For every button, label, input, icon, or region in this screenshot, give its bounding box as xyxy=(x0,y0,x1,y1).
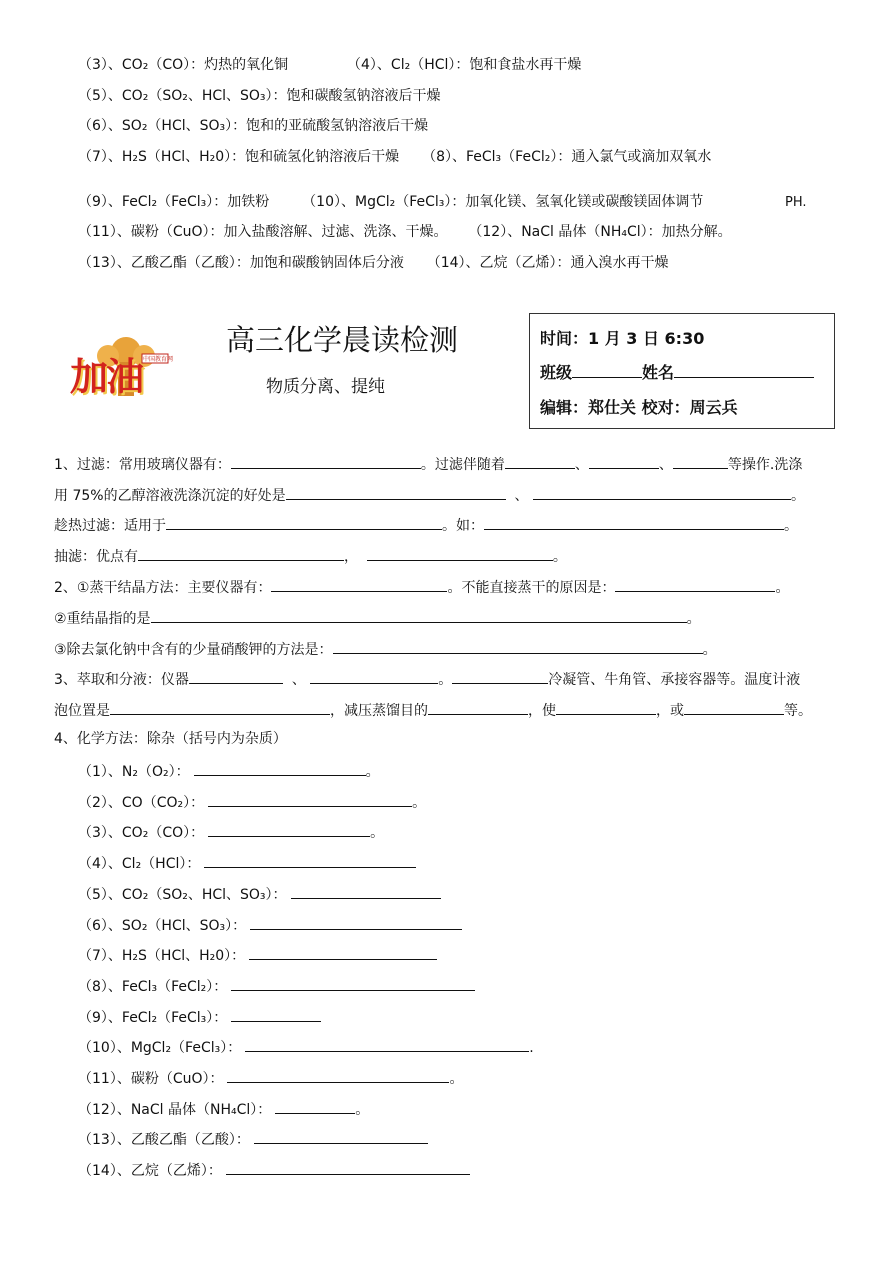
q4-item-label: （9）、FeCl₂（FeCl₃）： xyxy=(78,1009,228,1026)
q4-item-label: （7）、H₂S（HCl、H₂0）： xyxy=(78,948,246,965)
q3-text: ，减压蒸馏目的 xyxy=(330,703,428,719)
q4-item-label: （8）、FeCl₃（FeCl₂）： xyxy=(78,978,228,995)
page-title: 高三化学晨读检测 xyxy=(226,323,459,357)
name-label: 姓名 xyxy=(642,363,675,382)
q4-item-blank[interactable] xyxy=(226,1160,470,1175)
q1-text: 1、过滤：常用玻璃仪器有： xyxy=(54,457,231,473)
q2-text: 2、①蒸干结晶方法：主要仪器有： xyxy=(54,580,272,596)
q3-text: 3、萃取和分液：仪器 xyxy=(54,672,189,688)
q4-item-end: 。 xyxy=(412,794,427,811)
q4-item-blank[interactable] xyxy=(194,761,366,776)
q3-line-2 xyxy=(54,700,812,720)
blank[interactable] xyxy=(231,454,421,469)
blank[interactable] xyxy=(428,700,528,715)
q1-line-3 xyxy=(54,515,798,535)
q4-item-blank[interactable] xyxy=(227,1068,449,1083)
blank[interactable] xyxy=(138,546,344,561)
q1-text: ， xyxy=(344,549,358,565)
q1-text: 。如： xyxy=(442,518,484,534)
q1-text: 。 xyxy=(790,488,805,504)
q4-item-blank[interactable] xyxy=(250,915,462,930)
q2-line-1 xyxy=(54,577,789,597)
q3-text: 、 xyxy=(291,672,306,688)
q1-text: 。过滤伴随着 xyxy=(420,457,505,473)
answer-9: （9）、FeCl₂（FeCl₃）：加铁粉 xyxy=(78,194,270,210)
q4-item-end: 。 xyxy=(365,764,380,780)
q4-item-blank[interactable] xyxy=(208,792,412,807)
q4-item-blank[interactable] xyxy=(291,884,441,899)
editor-info: 编辑：郑仕关 校对：周云兵 xyxy=(540,398,738,417)
class-label: 班级 xyxy=(540,363,573,382)
q4-heading: 4、化学方法：除杂（括号内为杂质） xyxy=(54,731,287,747)
answer-8: （8）、FeCl₃（FeCl₂）：通入氯气或滴加双氧水 xyxy=(422,149,712,165)
q1-text: 用 75%的乙醇溶液洗涤沉淀的好处是 xyxy=(54,488,286,504)
logo-small-text: 中国教育网 xyxy=(143,356,174,363)
q1-text: 抽滤：优点有 xyxy=(54,549,138,565)
q4-item-blank[interactable] xyxy=(208,822,370,837)
q4-item-blank[interactable] xyxy=(245,1037,529,1052)
q1-text: 趁热过滤：适用于 xyxy=(54,518,166,534)
answer-10: （10）、MgCl₂（FeCl₃）：加氧化镁、氢氧化镁或碳酸镁固体调节 xyxy=(302,194,704,210)
q2-text: ②重结晶指的是 xyxy=(54,611,151,627)
q1-text: 等操作.洗涤 xyxy=(727,457,803,473)
answer-14: （14）、乙烷（乙烯）：通入溴水再干燥 xyxy=(426,255,669,271)
answer-11: （11）、碳粉（CuO）：加入盐酸溶解、过滤、洗涤、干燥。 xyxy=(78,224,448,240)
q4-item-label: （11）、碳粉（CuO）： xyxy=(78,1071,224,1087)
q4-item xyxy=(78,1068,463,1088)
q3-text: ，或 xyxy=(656,703,684,719)
logo xyxy=(68,334,188,400)
q4-item xyxy=(78,915,462,935)
name-blank[interactable] xyxy=(674,363,814,378)
answer-line-7 xyxy=(78,254,669,272)
q1-text: 、 xyxy=(514,488,529,504)
q4-item-label: （12）、NaCl 晶体（NH₄Cl）： xyxy=(78,1101,272,1118)
q1-text: 、 xyxy=(658,457,673,473)
q2-text: 。 xyxy=(686,611,701,627)
q4-item-blank[interactable] xyxy=(231,1007,321,1022)
blank[interactable] xyxy=(533,485,791,500)
q4-item-label: （10）、MgCl₂（FeCl₃）： xyxy=(78,1040,242,1057)
answer-12: （12）、NaCl 晶体（NH₄Cl）：加热分解。 xyxy=(468,224,732,240)
answer-7: （7）、H₂S（HCl、H₂0）：饱和硫氢化钠溶液后干燥 xyxy=(78,149,400,165)
q2-text: ③除去氯化钠中含有的少量硝酸钾的方法是： xyxy=(54,642,333,658)
blank[interactable] xyxy=(615,577,775,592)
q4-item xyxy=(78,761,380,781)
q4-item-label: （2）、CO（CO₂）： xyxy=(78,794,205,811)
q4-item-label: （3）、CO₂（CO）： xyxy=(78,825,205,842)
answer-3: （3）、CO₂（CO）：灼热的氧化铜 xyxy=(78,57,289,73)
answer-10-ph: PH. xyxy=(785,195,807,210)
q4-item-label: （4）、Cl₂（HCl）： xyxy=(78,856,201,873)
q4-item xyxy=(78,1037,534,1057)
q2-text: 。 xyxy=(775,580,790,596)
q3-line-1 xyxy=(54,669,800,689)
q3-text: 泡位置是 xyxy=(54,703,110,719)
answer-line-1 xyxy=(78,56,581,74)
blank[interactable] xyxy=(684,700,784,715)
blank[interactable] xyxy=(310,669,438,684)
answer-13: （13）、乙酸乙酯（乙酸）：加饱和碳酸钠固体后分液 xyxy=(78,255,404,271)
q1-line-2 xyxy=(54,485,805,505)
q2-text: 。不能直接蒸干的原因是： xyxy=(447,580,616,596)
q4-item xyxy=(78,853,416,873)
answer-6: （6）、SO₂（HCl、SO₃）：饱和的亚硫酸氢钠溶液后干燥 xyxy=(78,118,429,134)
time-info: 时间：1 月 3 日 6:30 xyxy=(540,329,705,348)
q4-item-end: . xyxy=(529,1040,534,1057)
q4-item xyxy=(78,945,437,965)
q1-line-4 xyxy=(54,546,567,566)
q1-text: 。 xyxy=(784,518,798,534)
blank[interactable] xyxy=(166,515,442,530)
answer-line-4 xyxy=(78,148,711,166)
q3-text: 冷凝管、牛角管、承接容器等。温度计液 xyxy=(548,672,801,688)
class-blank[interactable] xyxy=(572,363,642,378)
logo-text: 加油 xyxy=(70,354,143,399)
q4-item-label: （5）、CO₂（SO₂、HCl、SO₃）： xyxy=(78,886,287,903)
blank[interactable] xyxy=(286,485,506,500)
q4-item-label: （14）、乙烷（乙烯）： xyxy=(78,1163,222,1180)
blank[interactable] xyxy=(110,700,330,715)
class-name-row xyxy=(540,360,814,383)
q4-item xyxy=(78,976,475,996)
q4-item-end: 。 xyxy=(370,825,385,842)
q2-text: 。 xyxy=(702,642,717,658)
q4-item-blank[interactable] xyxy=(254,1129,428,1144)
q4-item xyxy=(78,1129,428,1149)
q1-text: 、 xyxy=(574,457,589,473)
q2-line-3 xyxy=(54,639,717,659)
blank[interactable] xyxy=(505,454,575,469)
q4-item-label: （1）、N₂（O₂）： xyxy=(78,764,190,780)
page-subtitle: 物质分离、提纯 xyxy=(266,377,385,397)
blank[interactable] xyxy=(271,577,447,592)
q1-text: 。 xyxy=(552,549,567,565)
q1-line-1 xyxy=(54,454,802,474)
q4-item xyxy=(78,1160,470,1180)
q2-line-2 xyxy=(54,608,701,628)
q4-item-blank[interactable] xyxy=(204,853,416,868)
q4-item xyxy=(78,1099,369,1119)
q4-item xyxy=(78,884,441,904)
q4-item-blank[interactable] xyxy=(231,976,475,991)
blank[interactable] xyxy=(333,639,703,654)
q3-text: 。 xyxy=(438,672,453,688)
q4-item xyxy=(78,822,384,842)
answer-4: （4）、Cl₂（HCl）：饱和食盐水再干燥 xyxy=(347,57,582,73)
q4-item-end: 。 xyxy=(449,1071,464,1087)
blank[interactable] xyxy=(367,546,553,561)
blank[interactable] xyxy=(189,669,283,684)
q4-item-label: （13）、乙酸乙酯（乙酸）： xyxy=(78,1132,250,1149)
q3-text: ，使 xyxy=(528,703,556,719)
q4-item xyxy=(78,1007,321,1027)
blank[interactable] xyxy=(589,454,659,469)
answer-line-5 xyxy=(78,193,703,211)
blank[interactable] xyxy=(452,669,548,684)
q4-item-label: （6）、SO₂（HCl、SO₃）： xyxy=(78,917,247,934)
answer-line-6 xyxy=(78,223,732,241)
blank[interactable] xyxy=(556,700,656,715)
blank[interactable] xyxy=(151,608,687,623)
blank[interactable] xyxy=(673,454,728,469)
q4-item-blank[interactable] xyxy=(249,945,437,960)
answer-5: （5）、CO₂（SO₂、HCl、SO₃）：饱和碳酸氢钠溶液后干燥 xyxy=(78,88,441,104)
q3-text: 等。 xyxy=(784,703,812,719)
blank[interactable] xyxy=(484,515,784,530)
q4-item-end: 。 xyxy=(355,1101,370,1118)
q4-item xyxy=(78,792,426,812)
q4-item-blank[interactable] xyxy=(275,1099,355,1114)
info-box xyxy=(529,313,835,429)
